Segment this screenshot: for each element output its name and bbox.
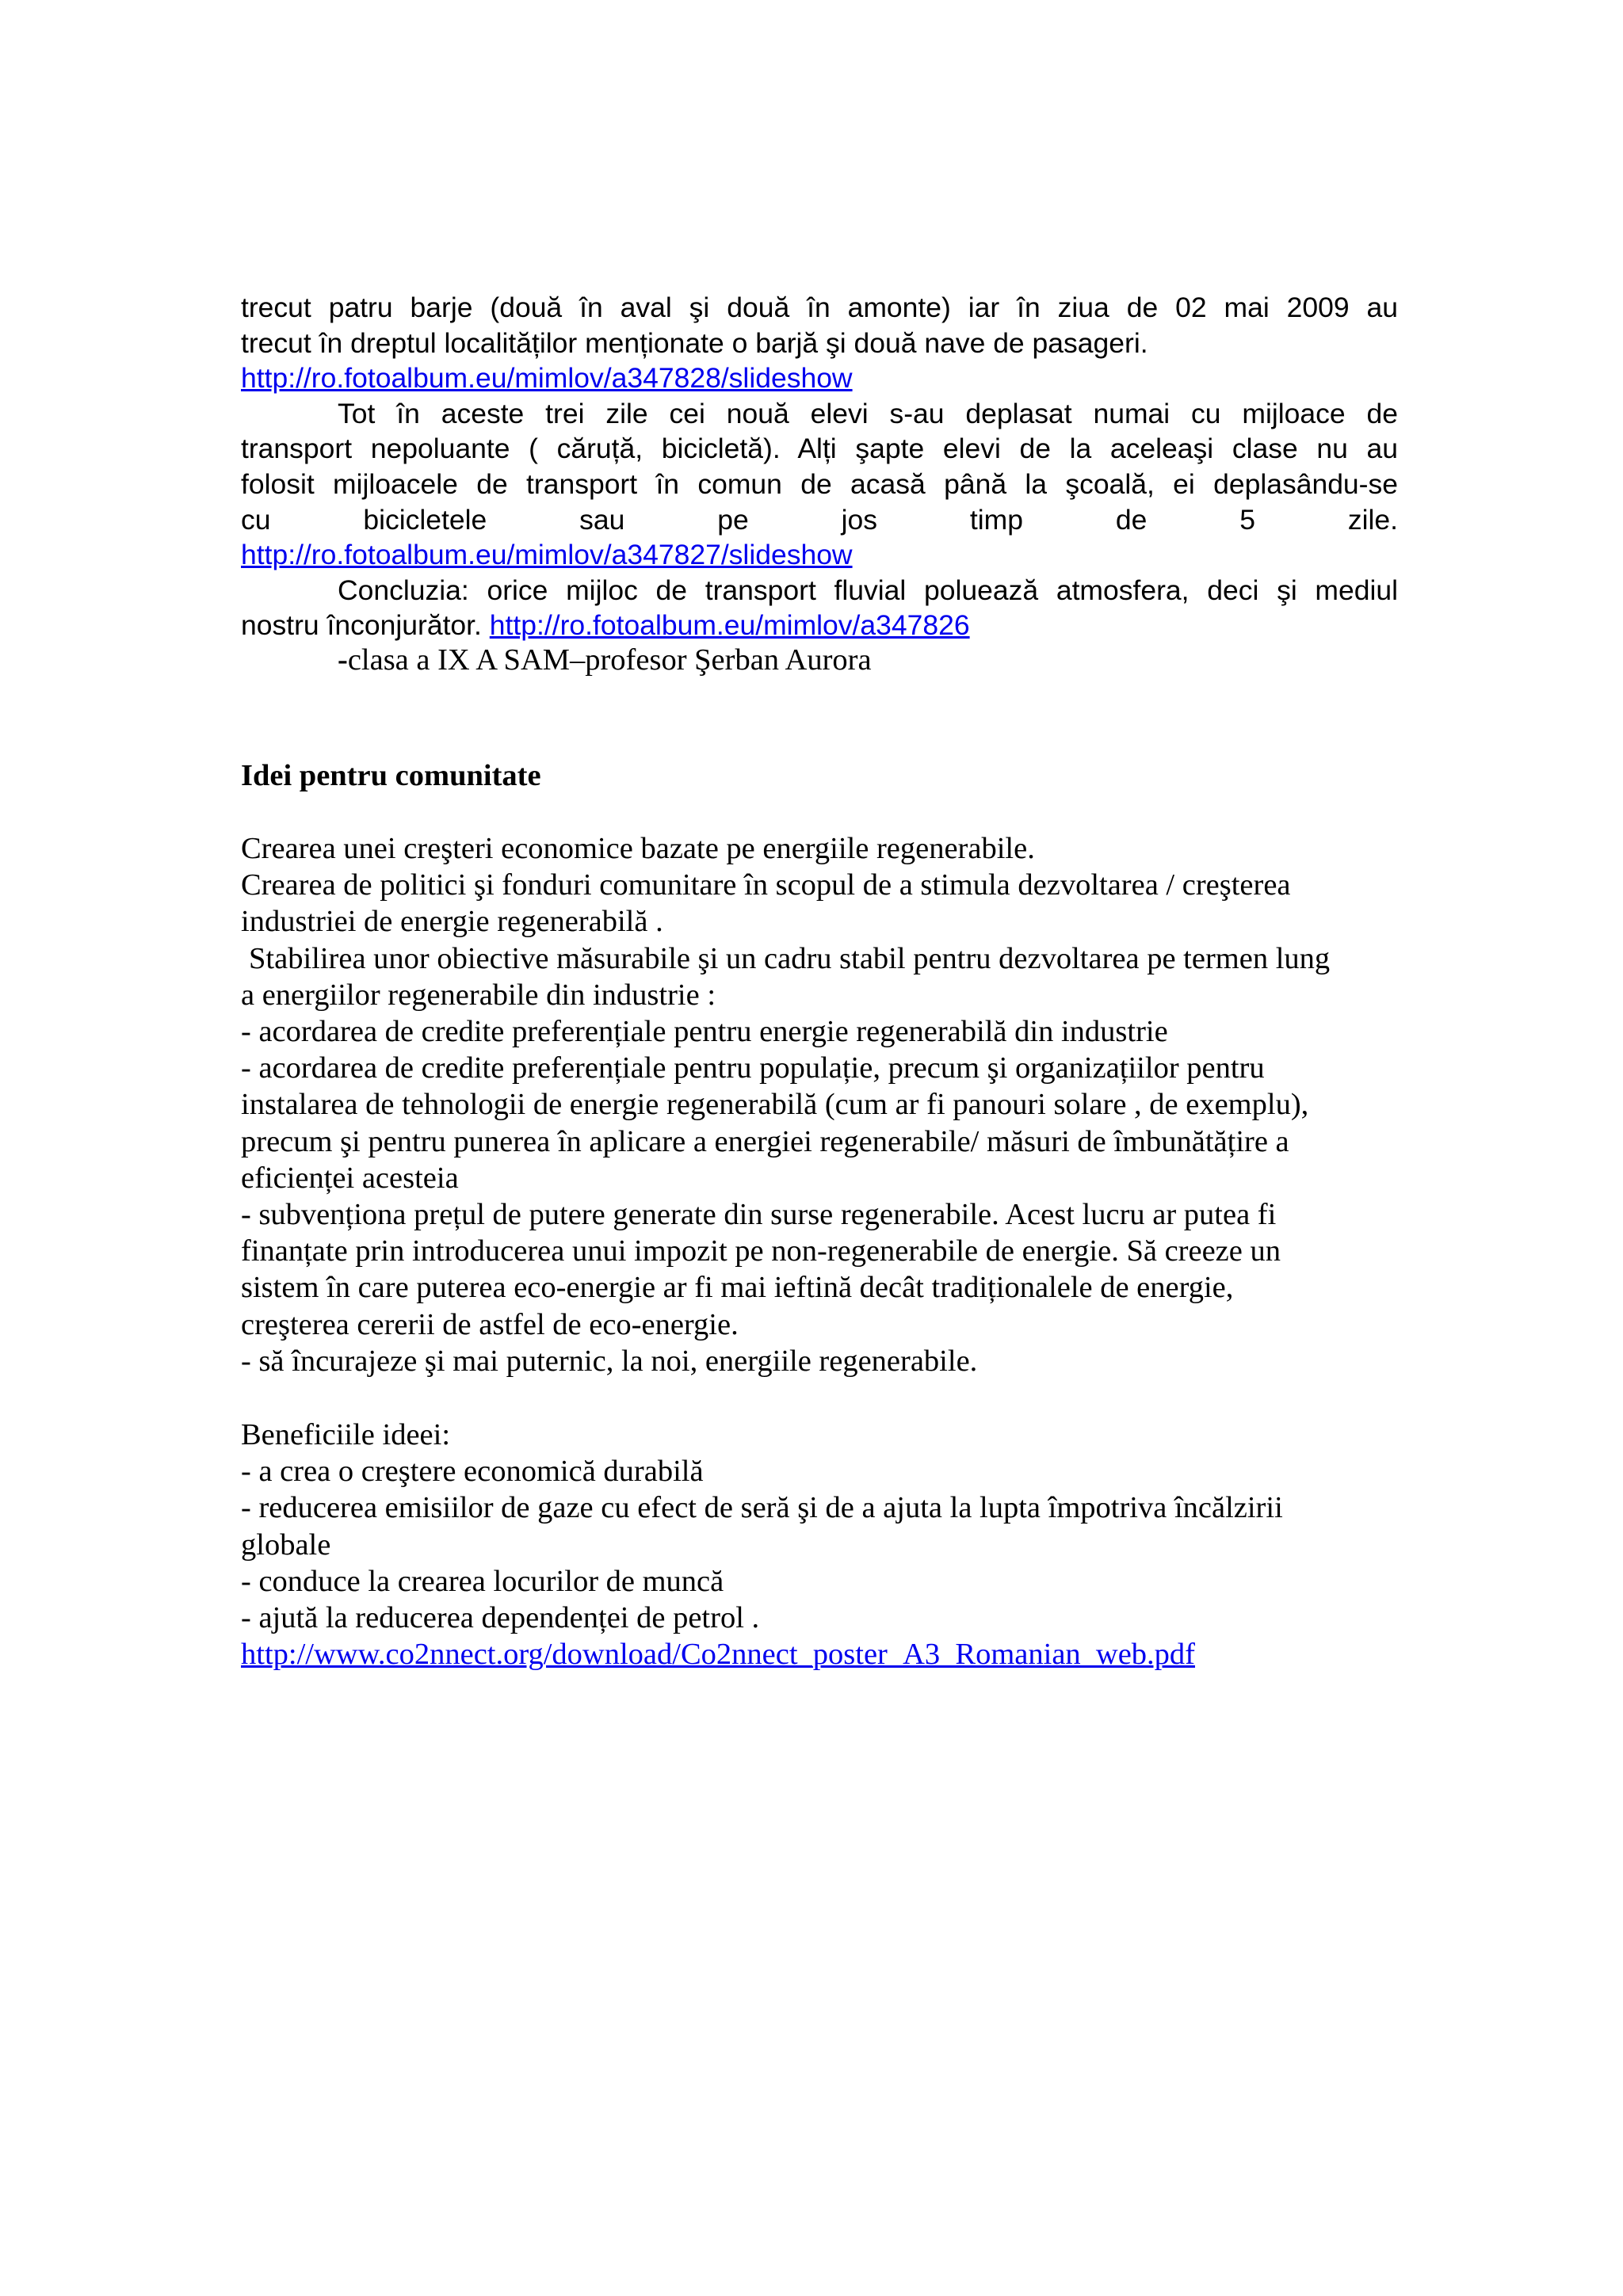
text-line: - acordarea de credite preferențiale pentru energie regenerabilă din industrie [241,1015,1168,1049]
text-line: cu bicicletele sau pe jos timp de 5 zile. [241,503,1398,536]
text-line: industriei de energie regenerabilă . [241,905,663,939]
list-item: - reducerea emisiilor de gaze cu efect de seră şi de a ajuta la lupta împotriva încălzirii [241,1491,1283,1525]
benefits-title: Beneficiile ideei: [241,1418,451,1451]
text-line: Concluzia: orice mijloc de transport fluvial poluează atmosfera, deci şi mediul [338,574,1398,606]
text-line: sistem în care puterea eco-energie ar fi mai ieftină decât tradiționalele de energie, [241,1271,1234,1305]
text-line: creşterea cererii de astfel de eco-energie. [241,1307,739,1341]
text-line: - subvenționa prețul de putere generate din surse regenerabile. Acest lucru ar putea fi [241,1198,1277,1232]
album-link-3[interactable]: http://ro.fotoalbum.eu/mimlov/a347826 [489,609,970,642]
slideshow-link-2[interactable]: http://ro.fotoalbum.eu/mimlov/a347827/slideshow [241,539,853,571]
text-line: Stabilirea unor obiective măsurabile şi un cadru stabil pentru dezvoltarea pe termen lung [249,941,1331,975]
slideshow-link-1[interactable]: http://ro.fotoalbum.eu/mimlov/a347828/slideshow [241,362,853,395]
text-line: folosit mijloacele de transport în comun de acasă până la şcoală, ei deplasându-se [241,467,1398,500]
text-line: - acordarea de credite preferențiale pentru populație, precum şi organizațiilor pentru [241,1051,1265,1085]
text-line: Crearea unei creşteri economice bazate pe energiile regenerabile. [241,832,1035,865]
text-line: transport nepoluante ( căruță, bicicletă). Alți şapte elevi de la aceleaşi clase nu au [241,433,1398,465]
signature-text: clasa a IX A SAM–profesor Şerban Aurora [347,643,872,677]
benefits-section [241,1417,1398,1672]
section-heading: Idei pentru comunitate [241,759,541,792]
text-line: Tot în aceste trei zile cei nouă elevi s-au deplasat numai cu mijloace de [338,397,1398,429]
signature-dash: - [338,643,348,677]
text-line: finanțate prin introducerea unui impozit pe non-regenerabile de energie. Să creeze un [241,1234,1281,1268]
list-item: - ajută la reducerea dependenței de petrol . [241,1601,760,1635]
text-line: trecut în dreptul localităților menționate o barjă şi două nave de pasageri. [241,326,1148,359]
section-body [241,830,1398,1379]
text-line: a energiilor regenerabile din industrie : [241,978,716,1012]
text-line: trecut patru barje (două în aval şi două în amonte) iar în ziua de 02 mai 2009 au [241,292,1398,323]
text-line: - să încurajeze şi mai puternic, la noi, energiile regenerabile. [241,1344,978,1378]
text-line: instalarea de tehnologii de energie regenerabilă (cum ar fi panouri solare , de exemplu), [241,1088,1309,1122]
text-line: eficienței acesteia [241,1161,459,1195]
list-item: globale [241,1527,331,1562]
report-block [241,290,1398,643]
text-fragment: nostru înconjurător. [241,609,490,642]
text-line: precum şi pentru punerea în aplicare a energiei regenerabile/ măsuri de îmbunătățire a [241,1124,1289,1158]
text-line: Crearea de politici şi fonduri comunitare în scopul de a stimula dezvoltarea / creşterea [241,868,1291,902]
poster-pdf-link[interactable]: http://www.co2nnect.org/download/Co2nnect_poster_A3_Romanian_web.pdf [241,1638,1195,1672]
signature-line [241,642,1398,678]
list-item: - conduce la crearea locurilor de muncă [241,1564,724,1598]
list-item: - a crea o creştere economică durabilă [241,1455,704,1489]
